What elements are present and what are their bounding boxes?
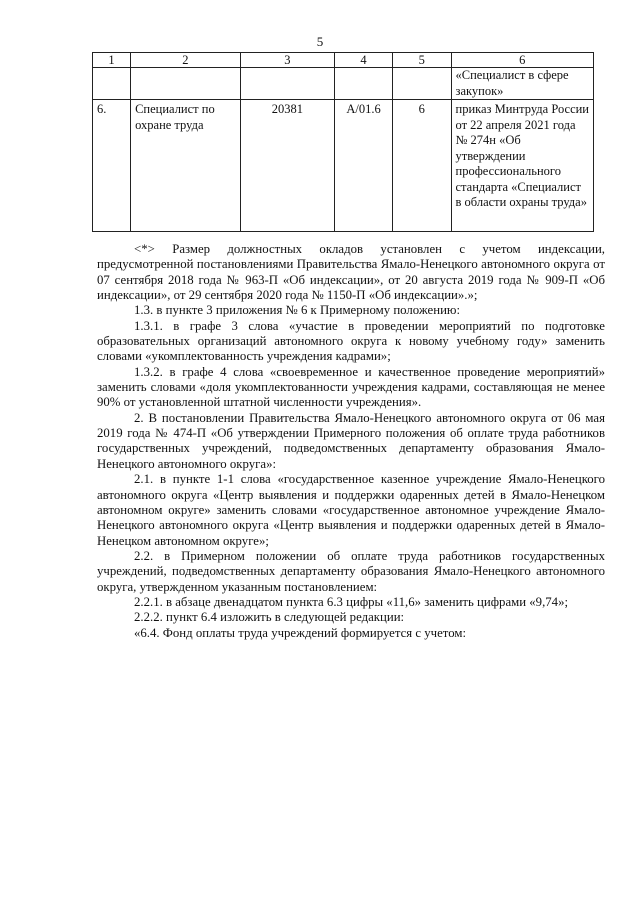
paragraph-2-2: 2.2. в Примерном положении об оплате труда работников государственных учреждений, подведомственных департаменту образования Ямало-Ненецкого автономного округа, утвержденном указанным постановлением:	[97, 548, 605, 594]
position-title-cell: Специалист по охране труда	[131, 100, 241, 232]
table-cell	[240, 68, 334, 100]
positions-table	[92, 52, 594, 232]
position-code-cell: 20381	[240, 100, 334, 232]
row-number-cell: 6.	[93, 100, 131, 232]
paragraph-1-3-1: 1.3.1. в графе 3 слова «участие в проведении мероприятий по подготовке образовательных организаций автономного округа к новому учебному году» заменить словами «укомплектованность учреждения кадрами»;	[97, 318, 605, 364]
paragraph-1-3-2: 1.3.2. в графе 4 слова «своевременное и качественное проведение мероприятий» заменить словами «доля укомплектованности учреждения кадрами, составляющая не менее 90% от установленной штатной численности учреждения».	[97, 364, 605, 410]
paragraph-6-4: «6.4. Фонд оплаты труда учреждений формируется с учетом:	[134, 625, 466, 640]
table-cell	[131, 68, 241, 100]
header-cell-2: 2	[131, 53, 241, 68]
legal-basis-cell: приказ Минтруда России от 22 апреля 2021 года № 274н «Об утверждении профессионального стандарта «Специалист в области охраны труда»	[451, 100, 594, 232]
qualification-level-cell: 6	[393, 100, 451, 232]
paragraph-2-2-2: 2.2.2. пункт 6.4 изложить в следующей редакции:	[134, 610, 405, 625]
table-cell	[393, 68, 451, 100]
header-cell-3: 3	[240, 53, 334, 68]
table-row-continuation	[93, 68, 594, 100]
document-body	[97, 242, 605, 641]
header-cell-4: 4	[335, 53, 393, 68]
table-cell	[335, 68, 393, 100]
paragraph-2-1: 2.1. в пункте 1-1 слова «государственное казенное учреждение Ямало-Ненецкого автономного округа «Центр выявления и поддержки одаренных детей в Ямало-Ненецком автономном округе» заменить словами «государственное автономное учреждение Ямало-Ненецкого автономного округа «Центр выявления и поддержки одаренных детей в Ямало-Ненецком автономном округе»;	[97, 472, 605, 548]
header-cell-5: 5	[393, 53, 451, 68]
paragraph-2: 2. В постановлении Правительства Ямало-Ненецкого автономного округа от 06 мая 2019 года № 474-П «Об утверждении Примерного положения об оплате труда работников государственных учреждений, подведомственных департаменту образования Ямало-Ненецкого автономного округа»:	[97, 410, 605, 471]
footnote-paragraph: <*> Размер должностных окладов установлен с учетом индексации, предусмотренной постановлениями Правительства Ямало-Ненецкого автономного округа от 07 сентября 2018 года № 963-П «Об индексации», от 20 августа 2019 года № 909-П «Об индексации», от 29 сентября 2020 года № 1150-П «Об индексации».»;	[97, 242, 605, 303]
paragraph-1-3: 1.3. в пункте 3 приложения № 6 к Примерному положению:	[134, 303, 461, 318]
table-cell-basis-continued: «Специалист в сфере закупок»	[451, 68, 594, 100]
table-header-row	[93, 53, 594, 68]
labor-function-cell: А/01.6	[335, 100, 393, 232]
header-cell-6: 6	[451, 53, 594, 68]
header-cell-1: 1	[93, 53, 131, 68]
table-row	[93, 100, 594, 232]
paragraph-2-2-1: 2.2.1. в абзаце двенадцатом пункта 6.3 цифры «11,6» заменить цифрами «9,74»;	[134, 594, 569, 609]
table-cell	[93, 68, 131, 100]
page-number: 5	[316, 34, 324, 49]
